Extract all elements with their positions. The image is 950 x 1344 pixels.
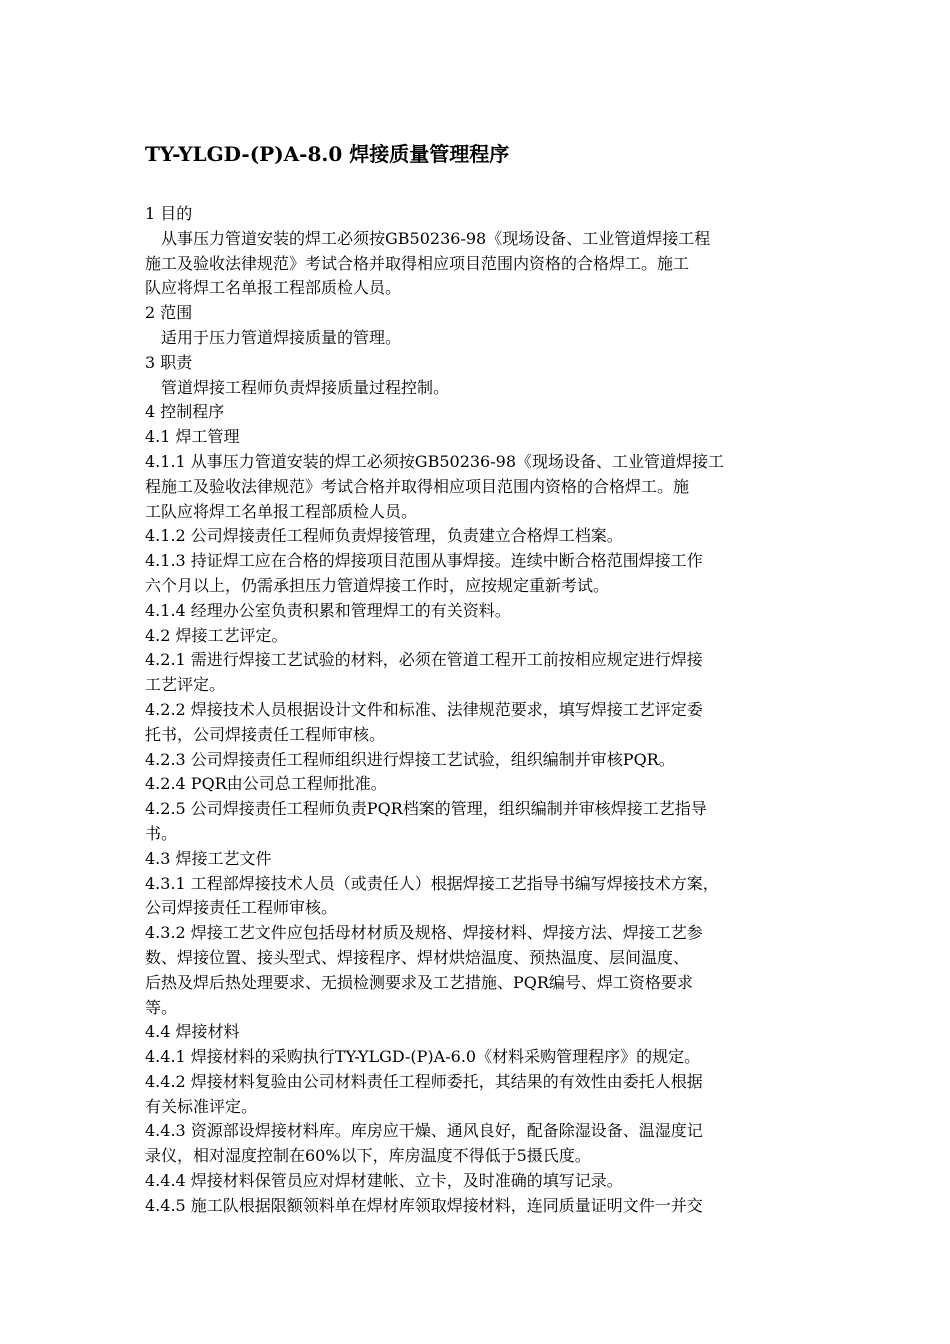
text-line: 4.1.1 从事压力管道安装的焊工必须按GB50236-98《现场设备、工业管道焊接工: [145, 451, 725, 471]
text-line: 4.4.1 焊接材料的采购执行TY-YLGD-(P)A-6.0《材料采购管理程序》的规定。: [145, 1047, 701, 1067]
text-line: 4.4.4 焊接材料保管员应对焊材建帐、立卡，及时准确的填写记录。: [145, 1171, 623, 1191]
text-line: 六个月以上，仍需承担压力管道焊接工作时，应按规定重新考试。: [145, 575, 610, 595]
text-line: 4.2.5 公司焊接责任工程师负责PQR档案的管理，组织编制并审核焊接工艺指导: [145, 799, 707, 819]
text-line: 从事压力管道安装的焊工必须按GB50236-98《现场设备、工业管道焊接工程: [161, 228, 711, 248]
text-line: 4.3.1 工程部焊接技术人员（或责任人）根据焊接工艺指导书编写焊接技术方案，: [145, 873, 719, 893]
text-line: 录仪，相对湿度控制在60%以下，库房温度不得低于5摄氏度。: [145, 1146, 591, 1166]
text-line: 管道焊接工程师负责焊接质量过程控制。: [161, 377, 450, 397]
text-line: 4 控制程序: [145, 402, 225, 422]
text-line: 4.2 焊接工艺评定。: [145, 625, 288, 645]
text-line: 工队应将焊工名单报工程部质检人员。: [145, 501, 418, 521]
text-line: 4.1.2 公司焊接责任工程师负责焊接管理，负责建立合格焊工档案。: [145, 526, 623, 546]
text-line: 3 职责: [145, 352, 193, 372]
text-line: 有关标准评定。: [145, 1096, 258, 1116]
text-line: 4.4.3 资源部设焊接材料库。库房应干燥、通风良好，配备除湿设备、温湿度记: [145, 1121, 703, 1141]
text-line: 4.2.4 PQR由公司总工程师批准。: [145, 774, 387, 794]
text-line: 施工及验收法律规范》考试合格并取得相应项目范围内资格的合格焊工。施工: [145, 253, 690, 273]
text-line: 托书，公司焊接责任工程师审核。: [145, 724, 386, 744]
text-line: 1 目的: [145, 204, 193, 223]
text-line: 工艺评定。: [145, 675, 226, 695]
text-line: 书。: [145, 823, 178, 843]
text-line: 程施工及验收法律规范》考试合格并取得相应项目范围内资格的合格焊工。施: [145, 476, 690, 496]
text-line: 4.1.3 持证焊工应在合格的焊接项目范围从事焊接。连续中断合格范围焊接工作: [145, 551, 703, 571]
document-body: [145, 202, 813, 1219]
text-line: 后热及焊后热处理要求、无损检测要求及工艺措施、PQR编号、焊工资格要求: [145, 972, 693, 992]
text-line: 4.4 焊接材料: [145, 1022, 240, 1042]
text-line: 队应将焊工名单报工程部质检人员。: [145, 278, 402, 298]
text-line: 数、焊接位置、接头型式、焊接程序、焊材烘焙温度、预热温度、层间温度、: [145, 947, 690, 967]
text-line: 4.2.3 公司焊接责任工程师组织进行焊接工艺试验，组织编制并审核PQR。: [145, 749, 675, 769]
text-line: 4.3 焊接工艺文件: [145, 848, 272, 868]
text-line: 4.4.2 焊接材料复验由公司材料责任工程师委托，其结果的有效性由委托人根据: [145, 1071, 703, 1091]
text-line: 4.1.4 经理办公室负责积累和管理焊工的有关资料。: [145, 600, 511, 620]
text-line: 2 范围: [145, 303, 193, 323]
text-line: 等。: [145, 997, 178, 1017]
text-line: 4.2.1 需进行焊接工艺试验的材料，必须在管道工程开工前按相应规定进行焊接: [145, 650, 703, 670]
text-line: 4.3.2 焊接工艺文件应包括母材材质及规格、焊接材料、焊接方法、焊接工艺参: [145, 923, 703, 943]
text-line: 适用于压力管道焊接质量的管理。: [161, 327, 402, 347]
text-line: 公司焊接责任工程师审核。: [145, 898, 338, 918]
document-title: TY-YLGD-(P)A-8.0 焊接质量管理程序: [145, 142, 510, 166]
text-line: 4.1 焊工管理: [145, 427, 240, 447]
text-line: 4.2.2 焊接技术人员根据设计文件和标准、法律规范要求，填写焊接工艺评定委: [145, 699, 703, 719]
text-line: 4.4.5 施工队根据限额领料单在焊材库领取焊接材料，连同质量证明文件一并交: [145, 1195, 703, 1215]
